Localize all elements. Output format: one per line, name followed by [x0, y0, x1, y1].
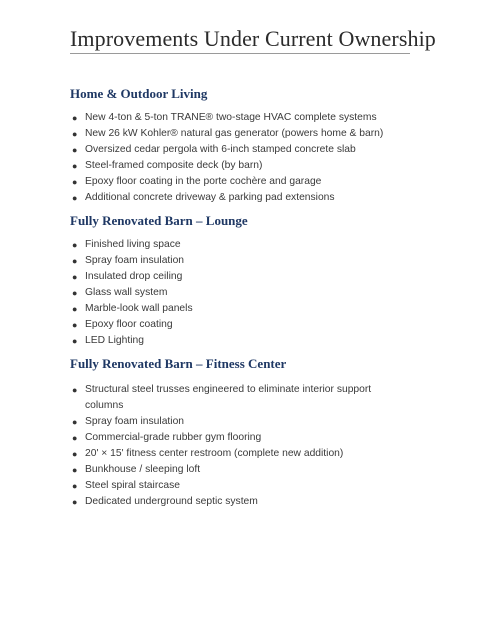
- bullet-icon: ●: [72, 336, 78, 346]
- list-item: ● Marble-look wall panels: [70, 301, 430, 317]
- section-barn-fitness: [70, 356, 430, 510]
- bullet-icon: ●: [72, 433, 78, 443]
- bullet-icon: ●: [72, 481, 78, 491]
- bullet-icon: ●: [72, 304, 78, 314]
- page-title: Improvements Under Current Ownership: [70, 26, 436, 51]
- list-item: ● Dedicated underground septic system: [70, 494, 430, 510]
- list-item: ● Steel spiral staircase: [70, 478, 430, 494]
- list-item: ● Steel-framed composite deck (by barn): [70, 158, 430, 174]
- bullet-icon: ●: [72, 497, 78, 507]
- bullet-list: [70, 110, 430, 206]
- bullet-icon: ●: [72, 385, 78, 395]
- list-item: ● New 4-ton & 5-ton TRANE® two-stage HVAC complete systems: [70, 110, 430, 126]
- bullet-icon: ●: [72, 193, 78, 203]
- bullet-icon: ●: [72, 161, 78, 171]
- list-item: ● Spray foam insulation: [70, 253, 430, 269]
- bullet-icon: ●: [72, 240, 78, 250]
- list-item: ● Bunkhouse / sleeping loft: [70, 462, 430, 478]
- bullet-icon: ●: [72, 465, 78, 475]
- bullet-icon: ●: [72, 177, 78, 187]
- list-item: ● New 26 kW Kohler® natural gas generator (powers home & barn): [70, 126, 430, 142]
- section-heading: Fully Renovated Barn – Lounge: [70, 213, 248, 228]
- bullet-icon: ●: [72, 145, 78, 155]
- list-item: ● LED Lighting: [70, 333, 430, 349]
- bullet-icon: ●: [72, 113, 78, 123]
- bullet-icon: ●: [72, 272, 78, 282]
- title-underline: [70, 53, 410, 54]
- list-item: ● Insulated drop ceiling: [70, 269, 430, 285]
- list-item: ● Spray foam insulation: [70, 414, 430, 430]
- bullet-list: [70, 382, 430, 510]
- section-heading: Fully Renovated Barn – Fitness Center: [70, 356, 287, 371]
- section-barn-lounge: [70, 213, 430, 349]
- bullet-icon: ●: [72, 320, 78, 330]
- bullet-icon: ●: [72, 417, 78, 427]
- list-item: ● Oversized cedar pergola with 6-inch stamped concrete slab: [70, 142, 430, 158]
- list-item: ● Commercial-grade rubber gym flooring: [70, 430, 430, 446]
- list-item: ● Epoxy floor coating in the porte cochère and garage: [70, 174, 430, 190]
- bullet-icon: ●: [72, 256, 78, 266]
- bullet-list: [70, 237, 430, 349]
- list-item: ● 20' × 15' fitness center restroom (complete new addition): [70, 446, 430, 462]
- list-item: ● Glass wall system: [70, 285, 430, 301]
- section-heading: Home & Outdoor Living: [70, 86, 208, 101]
- bullet-icon: ●: [72, 449, 78, 459]
- list-item: ● Epoxy floor coating: [70, 317, 430, 333]
- list-item: ● Structural steel trusses engineered to eliminate interior support columns: [72, 384, 372, 411]
- list-item: ● Finished living space: [70, 237, 430, 253]
- section-home-outdoor: [70, 86, 430, 206]
- list-item: ● Additional concrete driveway & parking pad extensions: [70, 190, 430, 206]
- bullet-icon: ●: [72, 129, 78, 139]
- bullet-icon: ●: [72, 288, 78, 298]
